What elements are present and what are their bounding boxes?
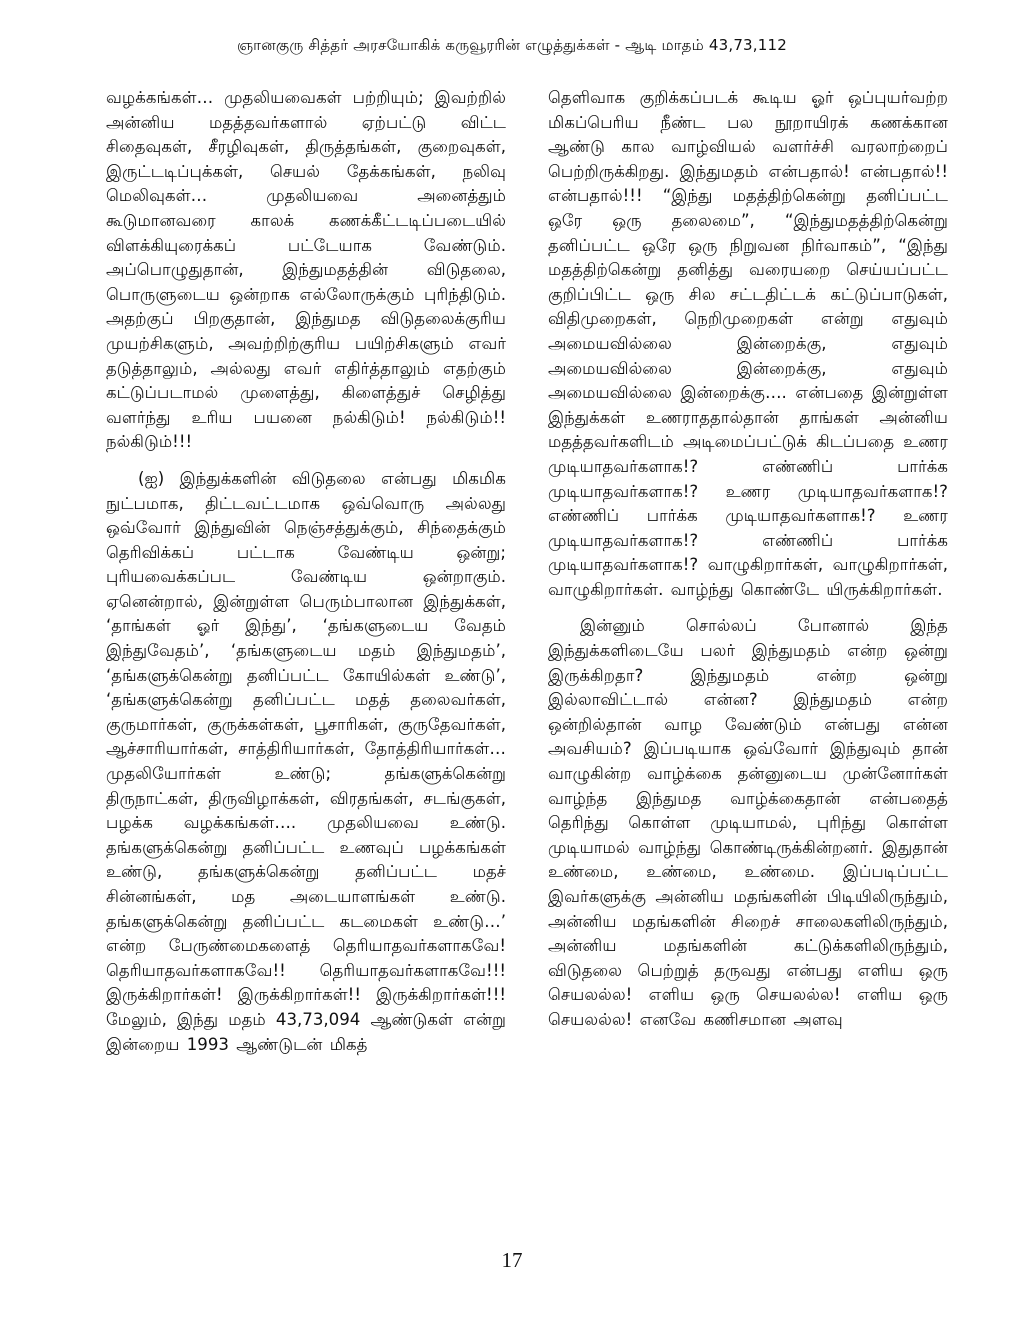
paragraph-left-2: (ஐ) இந்துக்களின் விடுதலை என்பது மிகமிக நுட்பமாக, திட்டவட்டமாக ஒவ்வொரு அல்லது ஒவ்வோர் இந்துவின் நெஞ்சத்துக்கும், சிந்தைக்கும் தெரிவிக்கப் பட்டாக வேண்டிய ஒன்று; புரியவைக்கப்பட வேண்டிய ஒன்றாகும். ஏனென்றால், இன்றுள்ள பெரும்பாலான இந்துக்கள், ‘தாங்கள் ஓர் இந்து’, ‘தங்களுடைய வேதம் இந்துவேதம்’, ‘தங்களுடைய மதம் இந்துமதம்’, ‘தங்களுக்கென்று தனிப்பட்ட கோயில்கள் உண்டு’, ‘தங்களுக்கென்று தனிப்பட்ட மதத் தலைவர்கள், குருமார்கள், குருக்கள்கள், பூசாரிகள், குருதேவர்கள், ஆச்சாரியார்கள், சாத்திரியார்கள், தோத்திரியார்கள்… முதலியோர்கள் உண்டு; தங்களுக்கென்று திருநாட்கள், திருவிழாக்கள், விரதங்கள், சடங்குகள், பழக்க வழக்கங்கள்…. முதலியவை உண்டு. தங்களுக்கென்று தனிப்பட்ட உணவுப் பழக்கங்கள் உண்டு, தங்களுக்கென்று தனிப்பட்ட மதச் சின்னங்கள், மத அடையாளங்கள் உண்டு. தங்களுக்கென்று தனிப்பட்ட கடமைகள் உண்டு…’ என்ற பேருண்மைகளைத் தெரியாதவர்களாகவே! தெரியாதவர்களாகவே!! தெரியாதவர்களாகவே!!! இருக்கிறார்கள்! இருக்கிறார்கள்!! இருக்கிறார்கள்!!! மேலும், இந்து மதம் 43,73,094 ஆண்டுகள் என்று இன்றைய 1993 ஆண்டுடன் மிகத் — [106, 468, 506, 1054]
running-header: ஞானகுரு சித்தர் அரசயோகிக் கருவூரரின் எழுத்துக்கள் - ஆடி மாதம் 43,73,112 — [236, 36, 787, 54]
right-column — [548, 86, 948, 1246]
paragraph-left-1: வழக்கங்கள்… முதலியவைகள் பற்றியும்; இவற்றில் அன்னிய மதத்தவர்களால் ஏற்பட்டு விட்ட சிதைவுகள், சீரழிவுகள், திருத்தங்கள், குறைவுகள், இருட்டடிப்புக்கள், செயல் தேக்கங்கள், நலிவு மெலிவுகள்… முதலியவை அனைத்தும் கூடுமானவரை காலக் கணக்கீட்டடிப்படையில் விளக்கியுரைக்கப் பட்டேயாக வேண்டும். அப்பொழுதுதான், இந்துமதத்தின் விடுதலை, பொருளுடைய ஒன்றாக எல்லோருக்கும் புரிந்திடும். அதற்குப் பிறகுதான், இந்துமத விடுதலைக்குரிய முயற்சிகளும், அவற்றிற்குரிய பயிற்சிகளும் எவர் தடுத்தாலும், அல்லது எவர் எதிர்த்தாலும் எதற்கும் கட்டுப்படாமல் முளைத்து, கிளைத்துச் செழித்து வளர்ந்து உரிய பயனை நல்கிடும்! நல்கிடும்!! நல்கிடும்!!! — [106, 88, 506, 452]
paragraph-right-1: தெளிவாக குறிக்கப்படக் கூடிய ஓர் ஒப்புயர்வற்ற மிகப்பெரிய நீண்ட பல நூறாயிரக் கணக்கான ஆண்டு கால வாழ்வியல் வளர்ச்சி வரலாற்றைப் பெற்றிருக்கிறது. இந்துமதம் என்பதால்! என்பதால்!! என்பதால்!!! “இந்து மதத்திற்கென்று தனிப்பட்ட ஒரே ஒரு தலைமை”, “இந்துமதத்திற்கென்று தனிப்பட்ட ஒரே ஒரு நிறுவன நிர்வாகம்”, “இந்து மதத்திற்கென்று தனித்து வரையறை செய்யப்பட்ட குறிப்பிட்ட ஒரு சில சட்டதிட்டக் கட்டுப்பாடுகள், விதிமுறைகள், நெறிமுறைகள் என்று எதுவும் அமையவில்லை இன்றைக்கு, எதுவும் அமையவில்லை இன்றைக்கு, எதுவும் அமையவில்லை இன்றைக்கு…. என்பதை இன்றுள்ள இந்துக்கள் உணராததால்தான் தாங்கள் அன்னிய மதத்தவர்களிடம் அடிமைப்பட்டுக் கிடப்பதை உணர முடியாதவர்களாக!? எண்ணிப் பார்க்க முடியாதவர்களாக!? உணர முடியாதவர்களாக!? எண்ணிப் பார்க்க முடியாதவர்களாக!? உணர முடியாதவர்களாக!? எண்ணிப் பார்க்க முடியாதவர்களாக!? வாழுகிறார்கள், வாழுகிறார்கள், வாழுகிறார்கள். வாழ்ந்து கொண்டே யிருக்கிறார்கள். — [548, 88, 948, 599]
left-column — [106, 86, 506, 1246]
paragraph-right-2: இன்னும் சொல்லப் போனால் இந்த இந்துக்களிடையே பலர் இந்துமதம் என்ற ஒன்று இருக்கிறதா? இந்துமதம் என்ற ஒன்று இல்லாவிட்டால் என்ன? இந்துமதம் என்ற ஒன்றில்தான் வாழ வேண்டும் என்பது என்ன அவசியம்? இப்படியாக ஒவ்வோர் இந்துவும் தான் வாழுகின்ற வாழ்க்கை தன்னுடைய முன்னோர்கள் வாழ்ந்த இந்துமத வாழ்க்கைதான் என்பதைத் தெரிந்து கொள்ள முடியாமல், புரிந்து கொள்ள முடியாமல் வாழ்ந்து கொண்டிருக்கின்றனர். இதுதான் உண்மை, உண்மை, உண்மை. இப்படிப்பட்ட இவர்களுக்கு அன்னிய மதங்களின் பிடியிலிருந்தும், அன்னிய மதங்களின் சிறைச் சாலைகளிலிருந்தும், அன்னிய மதங்களின் கட்டுக்களிலிருந்தும், விடுதலை பெற்றுத் தருவது என்பது எளிய ஒரு செயலல்ல! எளிய ஒரு செயலல்ல! எளிய ஒரு செயலல்ல! எனவே கணிசமான அளவு — [548, 616, 948, 1029]
page-number: 17 — [501, 1248, 523, 1272]
